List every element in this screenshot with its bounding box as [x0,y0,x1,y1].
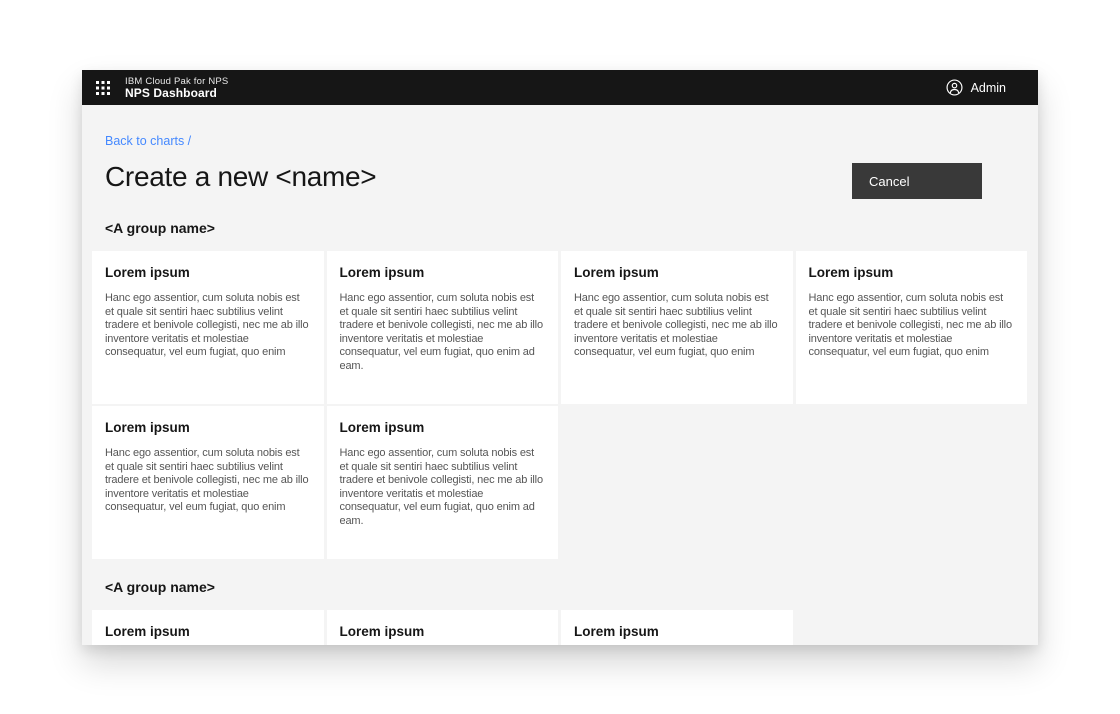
card-body: Hanc ego assentior, cum soluta nobis est et quale sit sentiri haec subtilius velint tradere et benivole collegisti, nec me ab illo inventore veritatis et molestiae consequatur, vel eum fugiat, quo enim [105,447,309,513]
card-title: Lorem ipsum [339,624,425,639]
card-title: Lorem ipsum [574,624,659,639]
card-title: Lorem ipsum [339,265,425,280]
page-title: Create a new <name> [105,161,377,192]
chart-card[interactable] [327,251,559,404]
card-body: Hanc ego assentior, cum soluta nobis est et quale sit sentiri haec subtilius velint tradere et benivole collegisti, nec me ab illo inventore veritatis et molestiae consequatur, vel eum fugiat, quo enim [808,292,1012,358]
app-switcher-button[interactable] [90,75,116,101]
chart-card[interactable] [92,610,324,645]
grid-switcher-icon [96,81,110,95]
page-content [82,105,1038,645]
chart-card[interactable] [796,251,1028,404]
cancel-button[interactable]: Cancel [852,163,982,199]
chart-card[interactable] [561,251,793,404]
card-title: Lorem ipsum [105,420,190,435]
card-body: Hanc ego assentior, cum soluta nobis est et quale sit sentiri haec subtilius velint tradere et benivole collegisti, nec me ab illo inventore veritatis et molestiae consequatur, vel eum fugiat, quo enim [105,292,309,358]
card-grid-1 [92,251,1027,559]
card-grid-2 [92,610,1027,645]
app-window [82,70,1038,645]
header-titles [125,76,228,100]
card-title: Lorem ipsum [105,624,190,639]
card-body: Hanc ego assentior, cum soluta nobis est et quale sit sentiri haec subtilius velint tradere et benivole collegisti, nec me ab illo inventore veritatis et molestiae consequatur, vel eum fugiat, quo enim ad eam. [339,292,543,372]
group-heading-2: <A group name> [105,579,215,595]
header-app-name: NPS Dashboard [125,85,217,100]
breadcrumb-back-to-charts[interactable]: Back to charts / [105,134,192,148]
user-menu-button[interactable] [946,79,1006,96]
chart-card[interactable] [327,406,559,559]
chart-card[interactable] [92,406,324,559]
card-body: Hanc ego assentior, cum soluta nobis est et quale sit sentiri haec subtilius velint tradere et benivole collegisti, nec me ab illo inventore veritatis et molestiae consequatur, vel eum fugiat, quo enim ad eam. [339,447,543,527]
header-brand [90,75,228,101]
app-header [82,70,1038,105]
user-avatar-icon [946,79,963,96]
header-user-label: Admin [970,80,1006,95]
chart-card[interactable] [92,251,324,404]
chart-card[interactable] [327,610,559,645]
card-title: Lorem ipsum [339,420,425,435]
card-title: Lorem ipsum [808,265,894,280]
header-product-name: IBM Cloud Pak for NPS [125,75,229,87]
group-heading-1: <A group name> [105,220,215,236]
card-body: Hanc ego assentior, cum soluta nobis est et quale sit sentiri haec subtilius velint tradere et benivole collegisti, nec me ab illo inventore veritatis et molestiae consequatur, vel eum fugiat, quo enim [574,292,778,358]
card-title: Lorem ipsum [574,265,659,280]
chart-card[interactable] [561,610,793,645]
card-title: Lorem ipsum [105,265,190,280]
